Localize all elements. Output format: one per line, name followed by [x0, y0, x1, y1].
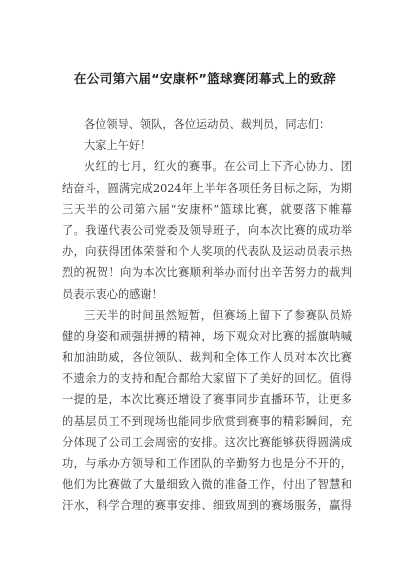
body-line: 和加油助威，各位领队、裁判和全体工作人员对本次比赛 — [62, 351, 352, 365]
body-line: 功，与承办方领导和工作团队的辛勤努力也是分不开的， — [62, 457, 352, 470]
document-title: 在公司第六届“安康杯”篮球赛闭幕式上的致辞 — [73, 71, 337, 86]
body-line: 三天半的公司第六届“安康杯”篮球比赛，就要落下帷幕 — [62, 202, 352, 216]
body-line: 三天半的时间虽然短暂，但赛场上留下了参赛队员矫 — [84, 308, 352, 322]
body-line: 健的身姿和顽强拼搏的精神，场下观众对比赛的摇旗呐喊 — [62, 329, 352, 343]
body-line: 火红的七月，红火的赛事。在公司上下齐心协力、团 — [84, 160, 352, 174]
body-line: 大家上午好！ — [84, 139, 152, 153]
body-line: 烈的祝贺！向为本次比赛顺利举办而付出辛苦努力的裁判 — [62, 266, 352, 280]
body-line: 分体现了公司工会周密的安排。这次比赛能够获得圆满成 — [62, 435, 352, 449]
body-line: 一提的是，本次比赛还增设了赛事同步直播环节，让更多 — [62, 393, 352, 407]
body-line: 汗水，科学合理的赛事安排、细致周到的赛场服务，赢得 — [62, 499, 352, 513]
body-line: 员表示衷心的感谢！ — [62, 287, 163, 301]
body-line: 的基层员工不到现场也能同步欣赏到赛事的精彩瞬间，充 — [62, 414, 352, 428]
body-line: 各位领导、领队，各位运动员、裁判员，同志们： — [84, 118, 331, 131]
body-line: 了。我谨代表公司党委及领导班子，向本次比赛的成功举 — [62, 223, 352, 237]
document-body — [62, 114, 352, 517]
body-line: 办，向获得团体荣誉和个人奖项的代表队及运动员表示热 — [62, 245, 352, 259]
body-line: 他们为比赛做了大量细致入微的准备工作，付出了智慧和 — [62, 478, 352, 492]
body-line: 结奋斗，圆满完成2024年上半年各项任务目标之际，为期 — [62, 181, 352, 195]
body-line: 不遗余力的支持和配合都给大家留下了美好的回忆。值得 — [62, 372, 352, 386]
